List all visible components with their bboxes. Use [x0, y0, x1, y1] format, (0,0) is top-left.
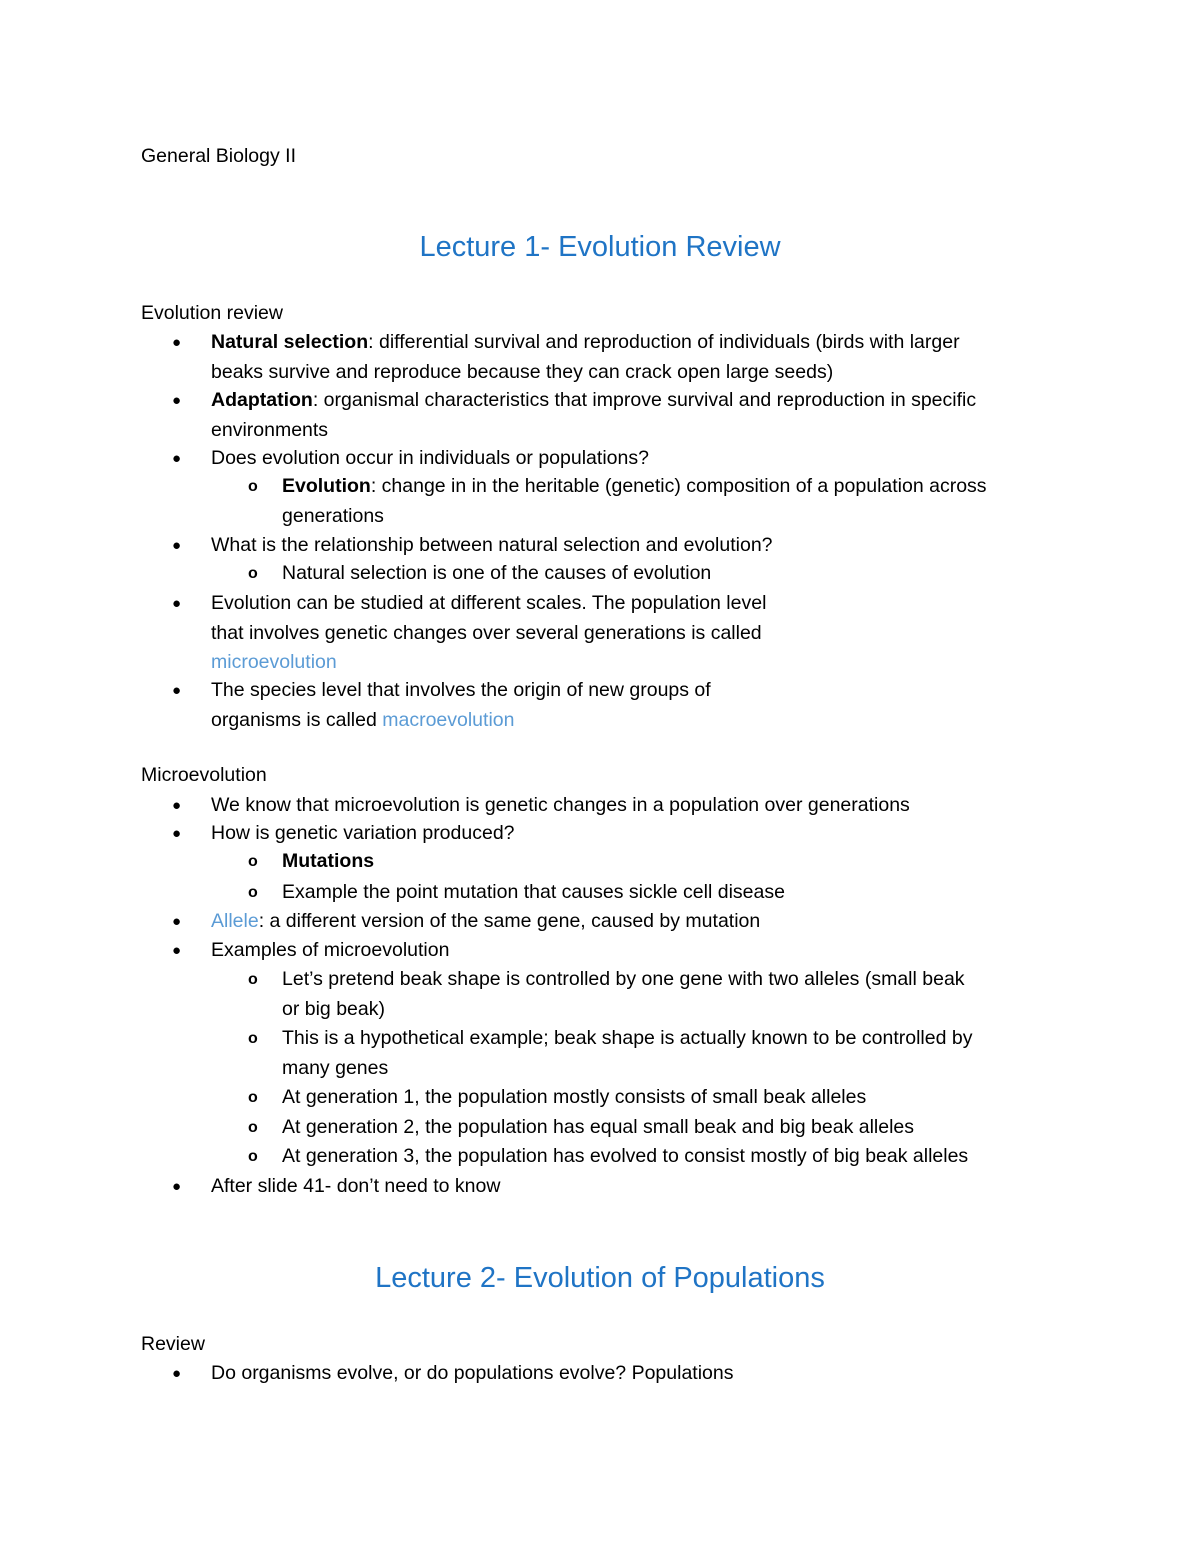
- bullet-icon: ●: [172, 392, 182, 409]
- sub-list-item: [248, 1113, 1072, 1143]
- list-item: [172, 531, 1081, 561]
- term-natural-selection: Natural selection: [211, 331, 369, 353]
- item-text: After slide 41- don’t need to know: [211, 1175, 501, 1197]
- section-heading-evolution-review: Evolution review: [141, 302, 283, 324]
- sub-list-item: [248, 559, 1072, 589]
- item-text-continued: environments: [211, 418, 329, 441]
- item-text: : a different version of the same gene, caused by mutation: [258, 910, 761, 932]
- sub-bullet-icon: o: [248, 971, 258, 988]
- bullet-icon: ●: [172, 334, 182, 351]
- item-text: Evolution can be studied at different scales. The population level: [211, 592, 767, 614]
- item-text: Examples of microevolution: [211, 939, 450, 961]
- sub-bullet-icon: o: [248, 1030, 258, 1047]
- item-text: Example the point mutation that causes sickle cell disease: [282, 881, 785, 903]
- sub-list-item: [248, 965, 1072, 1024]
- sub-bullet-icon: o: [248, 1089, 258, 1106]
- item-text: : organismal characteristics that improve survival and reproduction in specific: [312, 389, 977, 411]
- item-text: : change in in the heritable (genetic) composition of a population across: [370, 475, 987, 497]
- term-macroevolution: macroevolution: [382, 708, 515, 731]
- lecture-1-title: Lecture 1- Evolution Review: [419, 231, 781, 263]
- list-item: [172, 907, 1081, 937]
- sub-bullet-icon: o: [248, 1148, 258, 1165]
- term-allele: Allele: [211, 910, 259, 932]
- item-text-continued: that involves genetic changes over several generations is called: [211, 621, 762, 644]
- bullet-icon: ●: [172, 595, 182, 612]
- list-item: [172, 386, 1081, 445]
- sub-list-item: [248, 1142, 1072, 1172]
- list-item: [172, 676, 1081, 735]
- item-text-continued: organisms is called: [211, 708, 383, 731]
- sub-bullet-icon: o: [248, 884, 258, 901]
- list-item: [172, 444, 1081, 474]
- sub-list-item: [248, 1083, 1072, 1113]
- bullet-icon: ●: [172, 1178, 182, 1195]
- list-item: [172, 1172, 1081, 1202]
- item-text-continued: many genes: [282, 1056, 389, 1079]
- list-item: [172, 936, 1081, 966]
- term-microevolution: microevolution: [211, 651, 337, 673]
- item-text: How is genetic variation produced?: [211, 822, 515, 844]
- item-text-continued: beaks survive and reproduce because they can crack open large seeds): [211, 360, 834, 383]
- bullet-icon: ●: [172, 797, 182, 814]
- bullet-icon: ●: [172, 913, 182, 930]
- sub-bullet-icon: o: [248, 478, 258, 495]
- bullet-icon: ●: [172, 1365, 182, 1382]
- item-text-continued: or big beak): [282, 997, 385, 1020]
- bullet-icon: ●: [172, 537, 182, 554]
- sub-list-item: [248, 1024, 1072, 1083]
- list-item: [172, 589, 1081, 678]
- sub-list-item: [248, 472, 1072, 531]
- item-text: This is a hypothetical example; beak shape is actually known to be controlled by: [282, 1027, 973, 1049]
- item-text: The species level that involves the origin of new groups of: [211, 679, 711, 701]
- list-item: [172, 819, 1081, 849]
- list-item: [172, 791, 1081, 821]
- list-item: [172, 328, 1081, 387]
- item-text: At generation 1, the population mostly consists of small beak alleles: [282, 1086, 867, 1108]
- bullet-icon: ●: [172, 942, 182, 959]
- item-text: Let’s pretend beak shape is controlled by one gene with two alleles (small beak: [282, 968, 965, 990]
- item-text: At generation 2, the population has equal small beak and big beak alleles: [282, 1116, 915, 1138]
- item-text: : differential survival and reproduction of individuals (birds with larger: [368, 331, 960, 353]
- bullet-icon: ●: [172, 450, 182, 467]
- item-text: What is the relationship between natural selection and evolution?: [211, 534, 773, 556]
- item-text: Does evolution occur in individuals or populations?: [211, 447, 649, 469]
- item-text: At generation 3, the population has evolved to consist mostly of big beak alleles: [282, 1145, 969, 1167]
- lecture-2-title: Lecture 2- Evolution of Populations: [375, 1262, 825, 1294]
- section-heading-microevolution: Microevolution: [141, 764, 267, 786]
- term-adaptation: Adaptation: [211, 389, 313, 411]
- term-mutations: Mutations: [282, 850, 375, 872]
- sub-bullet-icon: o: [248, 565, 258, 582]
- sub-list-item: [248, 878, 1072, 908]
- term-evolution: Evolution: [282, 475, 371, 497]
- section-heading-review: Review: [141, 1333, 205, 1355]
- course-name: General Biology II: [141, 145, 297, 167]
- item-text: Natural selection is one of the causes of evolution: [282, 562, 712, 584]
- item-text: Do organisms evolve, or do populations evolve? Populations: [211, 1362, 734, 1384]
- sub-bullet-icon: o: [248, 853, 258, 870]
- sub-list-item: [248, 847, 1072, 877]
- bullet-icon: ●: [172, 825, 182, 842]
- item-text: We know that microevolution is genetic changes in a population over generations: [211, 794, 910, 816]
- list-item: [172, 1359, 1081, 1389]
- item-text-continued: generations: [282, 504, 384, 527]
- sub-bullet-icon: o: [248, 1119, 258, 1136]
- bullet-icon: ●: [172, 682, 182, 699]
